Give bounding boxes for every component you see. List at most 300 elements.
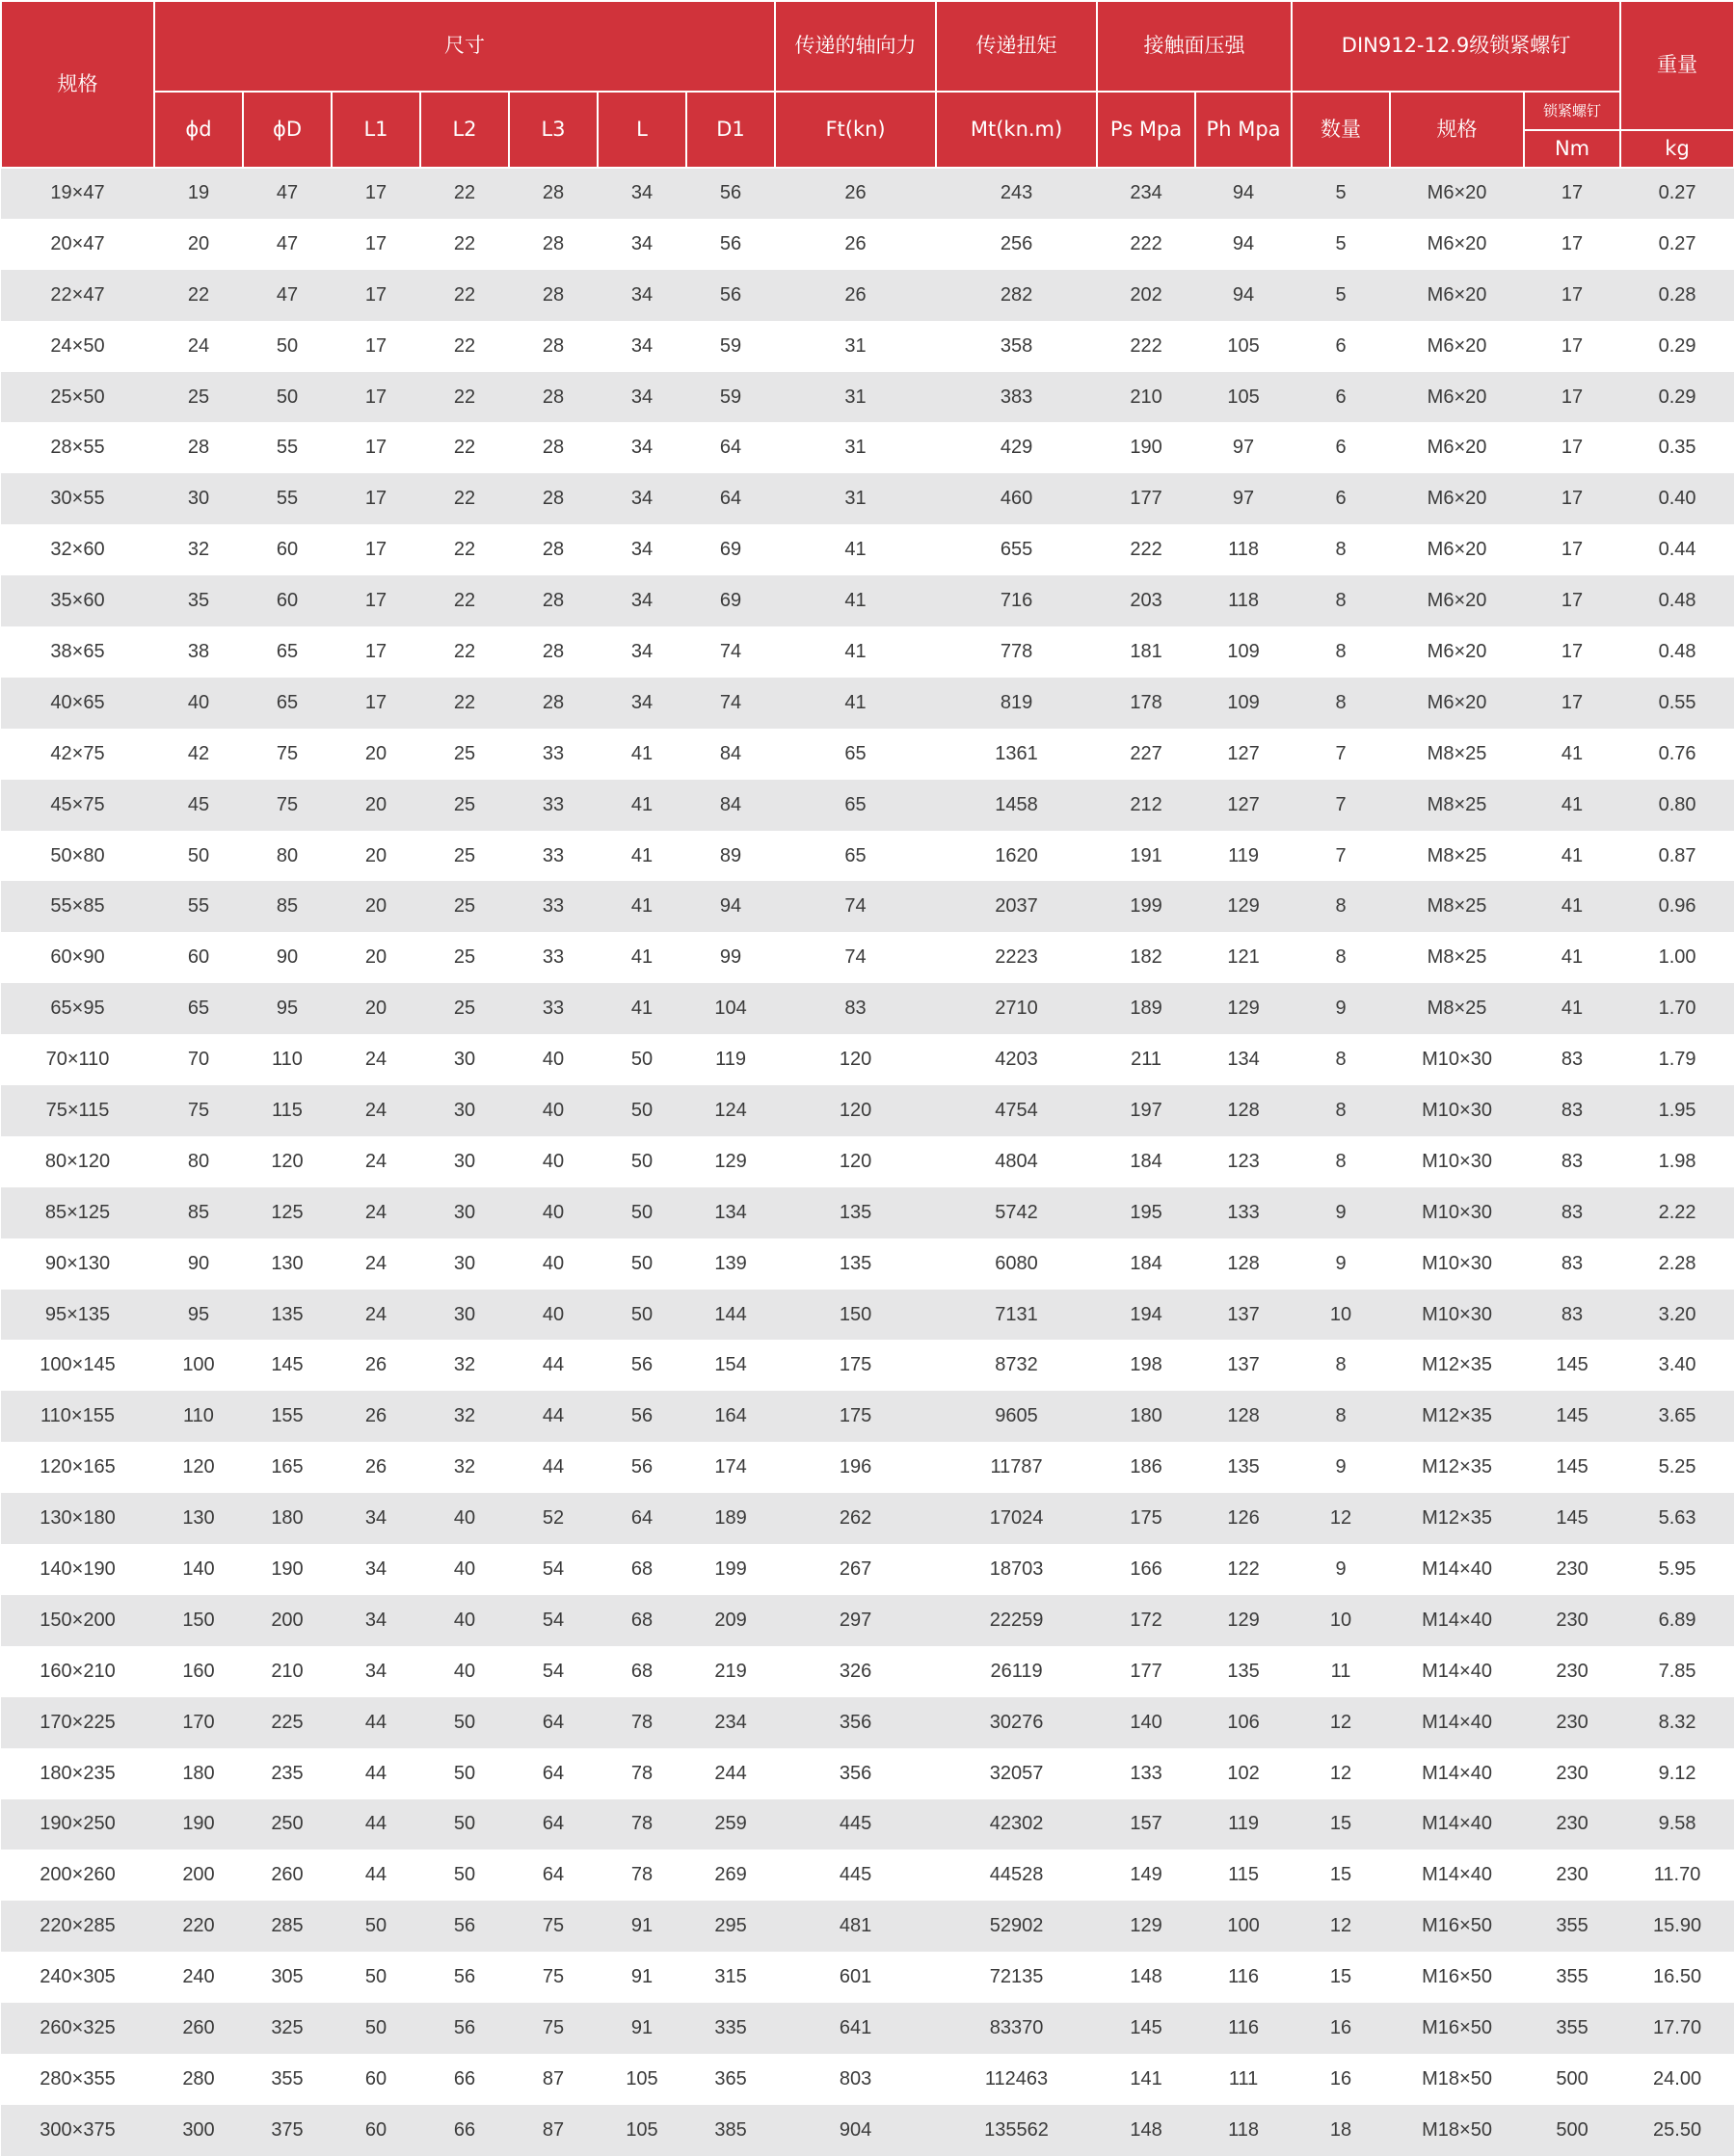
cell-ps: 148 [1097, 2105, 1195, 2156]
table-row [1, 1187, 1734, 1238]
cell-ft: 83 [775, 983, 936, 1034]
cell-D: 60 [243, 575, 332, 626]
cell-ps: 222 [1097, 524, 1195, 575]
cell-L: 34 [598, 473, 686, 524]
cell-d: 240 [154, 1952, 243, 2003]
cell-L3: 33 [509, 729, 598, 780]
cell-L1: 34 [332, 1544, 420, 1595]
cell-ph: 127 [1195, 780, 1292, 831]
cell-L2: 25 [420, 881, 509, 932]
cell-ph: 134 [1195, 1034, 1292, 1085]
cell-L3: 75 [509, 1901, 598, 1952]
cell-screw: M6×20 [1390, 626, 1524, 678]
cell-nm: 83 [1524, 1136, 1620, 1187]
cell-L: 56 [598, 1442, 686, 1493]
cell-ph: 119 [1195, 1799, 1292, 1850]
cell-qty: 10 [1292, 1595, 1390, 1646]
cell-d: 24 [154, 321, 243, 372]
cell-L: 34 [598, 219, 686, 270]
cell-D: 47 [243, 219, 332, 270]
cell-d: 45 [154, 780, 243, 831]
cell-ph: 94 [1195, 270, 1292, 321]
table-row [1, 1952, 1734, 2003]
cell-L3: 64 [509, 1850, 598, 1901]
cell-L: 34 [598, 168, 686, 219]
cell-ps: 212 [1097, 780, 1195, 831]
cell-mt: 2223 [936, 932, 1097, 983]
cell-mt: 1361 [936, 729, 1097, 780]
cell-L1: 24 [332, 1238, 420, 1290]
cell-screw: M18×50 [1390, 2105, 1524, 2156]
cell-nm: 17 [1524, 321, 1620, 372]
table-row [1, 1391, 1734, 1442]
table-row [1, 1646, 1734, 1697]
cell-ph: 109 [1195, 626, 1292, 678]
cell-ft: 601 [775, 1952, 936, 2003]
cell-qty: 10 [1292, 1290, 1390, 1341]
cell-screw: M6×20 [1390, 321, 1524, 372]
cell-L: 34 [598, 372, 686, 423]
cell-ph: 135 [1195, 1442, 1292, 1493]
cell-D1: 144 [686, 1290, 775, 1341]
cell-ps: 184 [1097, 1136, 1195, 1187]
header-screw-group: DIN912-12.9级锁紧螺钉 [1292, 1, 1620, 92]
cell-mt: 4804 [936, 1136, 1097, 1187]
cell-L2: 22 [420, 678, 509, 729]
cell-screw: M8×25 [1390, 932, 1524, 983]
cell-mt: 5742 [936, 1187, 1097, 1238]
cell-ft: 135 [775, 1238, 936, 1290]
cell-L2: 66 [420, 2105, 509, 2156]
cell-L1: 44 [332, 1799, 420, 1850]
cell-L2: 22 [420, 575, 509, 626]
cell-kg: 1.70 [1620, 983, 1734, 1034]
cell-D: 47 [243, 168, 332, 219]
cell-D1: 84 [686, 780, 775, 831]
cell-d: 95 [154, 1290, 243, 1341]
cell-screw: M10×30 [1390, 1085, 1524, 1136]
cell-ft: 26 [775, 219, 936, 270]
cell-d: 85 [154, 1187, 243, 1238]
cell-ft: 74 [775, 881, 936, 932]
cell-D1: 56 [686, 219, 775, 270]
cell-screw: M16×50 [1390, 2003, 1524, 2054]
cell-ft: 65 [775, 729, 936, 780]
cell-qty: 15 [1292, 1799, 1390, 1850]
cell-kg: 1.95 [1620, 1085, 1734, 1136]
cell-ft: 41 [775, 575, 936, 626]
cell-mt: 655 [936, 524, 1097, 575]
cell-ph: 129 [1195, 1595, 1292, 1646]
cell-ft: 31 [775, 372, 936, 423]
cell-ph: 105 [1195, 372, 1292, 423]
cell-spec: 300×375 [1, 2105, 154, 2156]
cell-screw: M10×30 [1390, 1290, 1524, 1341]
cell-spec: 42×75 [1, 729, 154, 780]
cell-spec: 95×135 [1, 1290, 154, 1341]
cell-qty: 15 [1292, 1850, 1390, 1901]
cell-L1: 17 [332, 678, 420, 729]
table-row [1, 1850, 1734, 1901]
cell-L1: 17 [332, 270, 420, 321]
cell-d: 300 [154, 2105, 243, 2156]
table-row [1, 983, 1734, 1034]
cell-ps: 227 [1097, 729, 1195, 780]
header-axial-force: 传递的轴向力 [775, 1, 936, 92]
header-L2: L2 [420, 92, 509, 168]
cell-kg: 1.79 [1620, 1034, 1734, 1085]
cell-D: 135 [243, 1290, 332, 1341]
cell-L3: 54 [509, 1544, 598, 1595]
cell-D1: 99 [686, 932, 775, 983]
cell-d: 19 [154, 168, 243, 219]
cell-ps: 203 [1097, 575, 1195, 626]
cell-D1: 174 [686, 1442, 775, 1493]
cell-L: 56 [598, 1340, 686, 1391]
table-row [1, 321, 1734, 372]
cell-L3: 33 [509, 831, 598, 882]
cell-screw: M12×35 [1390, 1340, 1524, 1391]
cell-ps: 172 [1097, 1595, 1195, 1646]
cell-spec: 110×155 [1, 1391, 154, 1442]
cell-spec: 19×47 [1, 168, 154, 219]
table-header [1, 1, 1734, 168]
cell-nm: 230 [1524, 1646, 1620, 1697]
cell-spec: 25×50 [1, 372, 154, 423]
table-row [1, 1799, 1734, 1850]
cell-L2: 22 [420, 270, 509, 321]
cell-L: 41 [598, 831, 686, 882]
cell-ft: 326 [775, 1646, 936, 1697]
cell-d: 22 [154, 270, 243, 321]
header-spec: 规格 [1, 1, 154, 168]
cell-d: 180 [154, 1748, 243, 1799]
cell-ps: 140 [1097, 1697, 1195, 1748]
table-body [1, 168, 1734, 2156]
cell-screw: M10×30 [1390, 1034, 1524, 1085]
cell-d: 140 [154, 1544, 243, 1595]
cell-L: 56 [598, 1391, 686, 1442]
cell-D1: 59 [686, 372, 775, 423]
cell-nm: 230 [1524, 1697, 1620, 1748]
cell-L: 41 [598, 729, 686, 780]
table-row [1, 932, 1734, 983]
cell-kg: 5.95 [1620, 1544, 1734, 1595]
cell-nm: 83 [1524, 1290, 1620, 1341]
cell-qty: 8 [1292, 678, 1390, 729]
cell-L3: 28 [509, 219, 598, 270]
cell-ps: 202 [1097, 270, 1195, 321]
cell-L2: 32 [420, 1442, 509, 1493]
cell-ft: 803 [775, 2054, 936, 2105]
cell-ps: 210 [1097, 372, 1195, 423]
cell-L2: 22 [420, 524, 509, 575]
cell-mt: 1458 [936, 780, 1097, 831]
cell-L: 34 [598, 270, 686, 321]
cell-mt: 282 [936, 270, 1097, 321]
cell-L: 50 [598, 1085, 686, 1136]
cell-spec: 120×165 [1, 1442, 154, 1493]
cell-mt: 358 [936, 321, 1097, 372]
cell-L: 105 [598, 2054, 686, 2105]
cell-D: 90 [243, 932, 332, 983]
cell-D1: 94 [686, 881, 775, 932]
cell-L3: 87 [509, 2054, 598, 2105]
cell-d: 35 [154, 575, 243, 626]
cell-D1: 259 [686, 1799, 775, 1850]
cell-qty: 8 [1292, 932, 1390, 983]
cell-spec: 38×65 [1, 626, 154, 678]
cell-kg: 2.22 [1620, 1187, 1734, 1238]
cell-ph: 137 [1195, 1290, 1292, 1341]
cell-D: 50 [243, 321, 332, 372]
cell-nm: 41 [1524, 881, 1620, 932]
cell-ph: 106 [1195, 1697, 1292, 1748]
cell-ps: 190 [1097, 422, 1195, 473]
cell-L1: 60 [332, 2105, 420, 2156]
cell-ps: 211 [1097, 1034, 1195, 1085]
header-D: ϕD [243, 92, 332, 168]
cell-L3: 44 [509, 1340, 598, 1391]
cell-L1: 24 [332, 1034, 420, 1085]
cell-mt: 32057 [936, 1748, 1097, 1799]
cell-ps: 194 [1097, 1290, 1195, 1341]
cell-qty: 8 [1292, 1034, 1390, 1085]
cell-ft: 445 [775, 1850, 936, 1901]
cell-D1: 134 [686, 1187, 775, 1238]
cell-L3: 28 [509, 168, 598, 219]
cell-spec: 80×120 [1, 1136, 154, 1187]
cell-D: 235 [243, 1748, 332, 1799]
cell-spec: 55×85 [1, 881, 154, 932]
cell-screw: M6×20 [1390, 473, 1524, 524]
cell-ps: 129 [1097, 1901, 1195, 1952]
cell-spec: 70×110 [1, 1034, 154, 1085]
cell-D1: 164 [686, 1391, 775, 1442]
cell-L2: 40 [420, 1646, 509, 1697]
cell-D: 355 [243, 2054, 332, 2105]
cell-d: 28 [154, 422, 243, 473]
cell-ps: 177 [1097, 473, 1195, 524]
cell-ft: 31 [775, 321, 936, 372]
cell-kg: 8.32 [1620, 1697, 1734, 1748]
cell-D: 47 [243, 270, 332, 321]
cell-D1: 315 [686, 1952, 775, 2003]
cell-mt: 819 [936, 678, 1097, 729]
cell-L2: 40 [420, 1544, 509, 1595]
cell-nm: 41 [1524, 780, 1620, 831]
header-torque: 传递扭矩 [936, 1, 1097, 92]
cell-spec: 40×65 [1, 678, 154, 729]
cell-D1: 385 [686, 2105, 775, 2156]
cell-D1: 139 [686, 1238, 775, 1290]
cell-d: 80 [154, 1136, 243, 1187]
cell-nm: 355 [1524, 1901, 1620, 1952]
cell-screw: M14×40 [1390, 1646, 1524, 1697]
cell-ft: 120 [775, 1085, 936, 1136]
table-row [1, 1290, 1734, 1341]
cell-kg: 0.55 [1620, 678, 1734, 729]
cell-d: 200 [154, 1850, 243, 1901]
cell-qty: 12 [1292, 1493, 1390, 1544]
cell-d: 30 [154, 473, 243, 524]
cell-spec: 45×75 [1, 780, 154, 831]
table-row [1, 780, 1734, 831]
cell-d: 50 [154, 831, 243, 882]
cell-ph: 133 [1195, 1187, 1292, 1238]
cell-d: 42 [154, 729, 243, 780]
cell-qty: 6 [1292, 473, 1390, 524]
cell-qty: 12 [1292, 1748, 1390, 1799]
cell-L1: 17 [332, 575, 420, 626]
cell-ps: 197 [1097, 1085, 1195, 1136]
cell-spec: 32×60 [1, 524, 154, 575]
cell-ps: 141 [1097, 2054, 1195, 2105]
cell-mt: 22259 [936, 1595, 1097, 1646]
cell-screw: M6×20 [1390, 575, 1524, 626]
cell-L3: 40 [509, 1290, 598, 1341]
cell-screw: M12×35 [1390, 1493, 1524, 1544]
cell-L1: 26 [332, 1442, 420, 1493]
cell-ph: 97 [1195, 473, 1292, 524]
cell-kg: 0.28 [1620, 270, 1734, 321]
table-row [1, 626, 1734, 678]
cell-L2: 50 [420, 1697, 509, 1748]
cell-mt: 460 [936, 473, 1097, 524]
cell-nm: 17 [1524, 270, 1620, 321]
cell-L1: 50 [332, 2003, 420, 2054]
cell-ft: 26 [775, 168, 936, 219]
cell-L3: 28 [509, 270, 598, 321]
cell-L: 34 [598, 524, 686, 575]
cell-nm: 145 [1524, 1442, 1620, 1493]
cell-qty: 9 [1292, 1442, 1390, 1493]
cell-D1: 59 [686, 321, 775, 372]
cell-spec: 50×80 [1, 831, 154, 882]
cell-kg: 1.98 [1620, 1136, 1734, 1187]
cell-nm: 41 [1524, 932, 1620, 983]
cell-L: 91 [598, 2003, 686, 2054]
cell-L2: 22 [420, 626, 509, 678]
cell-L: 78 [598, 1799, 686, 1850]
cell-nm: 230 [1524, 1748, 1620, 1799]
cell-D1: 365 [686, 2054, 775, 2105]
cell-L1: 24 [332, 1187, 420, 1238]
cell-mt: 8732 [936, 1340, 1097, 1391]
cell-L1: 17 [332, 524, 420, 575]
cell-d: 75 [154, 1085, 243, 1136]
cell-ph: 111 [1195, 2054, 1292, 2105]
cell-spec: 140×190 [1, 1544, 154, 1595]
cell-nm: 145 [1524, 1391, 1620, 1442]
cell-D: 65 [243, 678, 332, 729]
cell-D1: 209 [686, 1595, 775, 1646]
cell-qty: 5 [1292, 219, 1390, 270]
cell-qty: 15 [1292, 1952, 1390, 2003]
cell-ft: 297 [775, 1595, 936, 1646]
table-row [1, 1085, 1734, 1136]
cell-L1: 20 [332, 881, 420, 932]
header-ph: Ph Mpa [1195, 92, 1292, 168]
cell-ps: 149 [1097, 1850, 1195, 1901]
cell-ft: 356 [775, 1697, 936, 1748]
cell-spec: 60×90 [1, 932, 154, 983]
cell-qty: 8 [1292, 524, 1390, 575]
cell-screw: M14×40 [1390, 1544, 1524, 1595]
cell-L: 68 [598, 1544, 686, 1595]
table-row [1, 729, 1734, 780]
table-row [1, 2105, 1734, 2156]
cell-L3: 33 [509, 780, 598, 831]
cell-d: 170 [154, 1697, 243, 1748]
header-mt: Mt(kn.m) [936, 92, 1097, 168]
cell-spec: 180×235 [1, 1748, 154, 1799]
cell-ft: 26 [775, 270, 936, 321]
cell-screw: M8×25 [1390, 729, 1524, 780]
cell-ph: 116 [1195, 1952, 1292, 2003]
cell-nm: 41 [1524, 983, 1620, 1034]
cell-ph: 109 [1195, 678, 1292, 729]
cell-ps: 234 [1097, 168, 1195, 219]
cell-L: 91 [598, 1901, 686, 1952]
cell-L2: 30 [420, 1136, 509, 1187]
cell-L: 34 [598, 422, 686, 473]
table-row [1, 1748, 1734, 1799]
cell-D: 120 [243, 1136, 332, 1187]
cell-D: 55 [243, 473, 332, 524]
cell-D1: 124 [686, 1085, 775, 1136]
cell-L1: 17 [332, 168, 420, 219]
cell-mt: 9605 [936, 1391, 1097, 1442]
table-row [1, 1901, 1734, 1952]
header-contact-pressure: 接触面压强 [1097, 1, 1292, 92]
cell-L3: 64 [509, 1697, 598, 1748]
cell-D1: 64 [686, 422, 775, 473]
cell-nm: 17 [1524, 372, 1620, 423]
cell-ps: 222 [1097, 219, 1195, 270]
cell-ft: 481 [775, 1901, 936, 1952]
cell-ft: 904 [775, 2105, 936, 2156]
cell-ft: 120 [775, 1034, 936, 1085]
cell-L2: 30 [420, 1085, 509, 1136]
cell-ps: 191 [1097, 831, 1195, 882]
cell-D1: 84 [686, 729, 775, 780]
cell-qty: 7 [1292, 831, 1390, 882]
cell-L1: 17 [332, 473, 420, 524]
table-row [1, 219, 1734, 270]
cell-d: 20 [154, 219, 243, 270]
cell-ft: 41 [775, 524, 936, 575]
cell-kg: 0.48 [1620, 626, 1734, 678]
cell-D: 225 [243, 1697, 332, 1748]
cell-ps: 177 [1097, 1646, 1195, 1697]
cell-L2: 30 [420, 1034, 509, 1085]
cell-kg: 0.87 [1620, 831, 1734, 882]
cell-screw: M14×40 [1390, 1595, 1524, 1646]
cell-ph: 118 [1195, 575, 1292, 626]
cell-screw: M18×50 [1390, 2054, 1524, 2105]
cell-kg: 6.89 [1620, 1595, 1734, 1646]
cell-d: 190 [154, 1799, 243, 1850]
cell-L1: 17 [332, 422, 420, 473]
cell-L: 78 [598, 1850, 686, 1901]
cell-L: 50 [598, 1136, 686, 1187]
cell-D: 50 [243, 372, 332, 423]
cell-L1: 17 [332, 321, 420, 372]
cell-ps: 175 [1097, 1493, 1195, 1544]
table-row [1, 270, 1734, 321]
cell-d: 110 [154, 1391, 243, 1442]
